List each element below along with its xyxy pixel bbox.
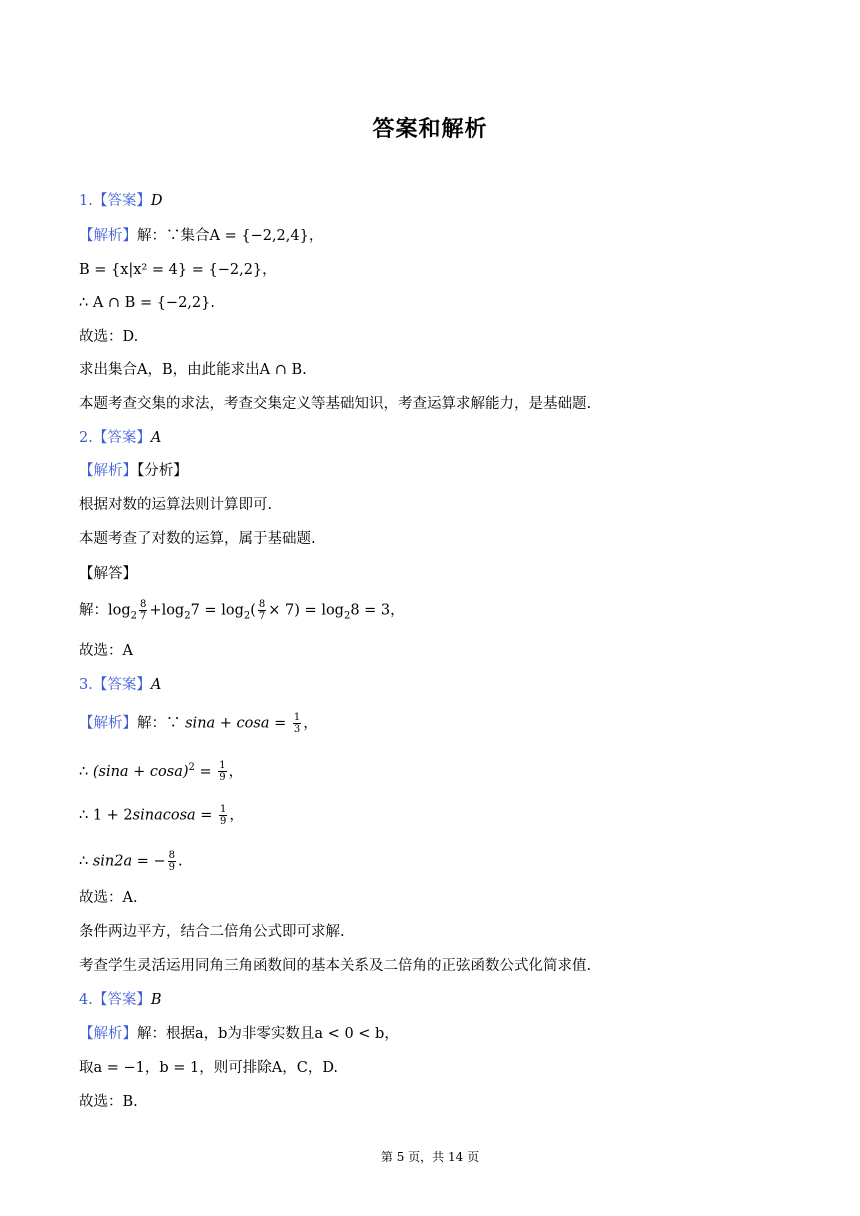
log-base: 2: [184, 610, 191, 622]
q3-l2-expr: (sina + cosa): [92, 763, 189, 780]
q2-text-line: 根据对数的运算法则计算即可.: [79, 497, 273, 513]
fraction: $\frac{8}{7}$: [258, 599, 266, 622]
q3-l2-suffix: ，: [228, 763, 244, 780]
q1-text-line: 本题考查交集的求法，考查交集定义等基础知识，考查运算求解能力，是基础题.: [79, 396, 592, 412]
times-seven: × 7): [268, 602, 300, 619]
result: 8 = 3，: [350, 602, 405, 619]
q3-text-line: 故选：A.: [79, 890, 138, 906]
q3-l3-expr: sinacosa: [132, 807, 196, 824]
q3-l3-suffix: ，: [229, 807, 244, 824]
q2-sub-tag: 【分析】: [137, 463, 188, 479]
q3-l3-prefix: ∴ 1 + 2: [79, 807, 133, 824]
fraction: $\frac{8}{9}$: [168, 850, 176, 873]
q3-analysis-line-2: [79, 758, 243, 783]
q4-answer: B: [150, 992, 162, 1008]
number: 7: [190, 602, 200, 619]
q1-answer-tag: 【答案】: [92, 193, 151, 209]
q4-text-line: 取a = −1，b = 1，则可排除A，C，D.: [79, 1060, 339, 1076]
q1-text-line: 故选：D.: [79, 329, 139, 345]
q1-text-line: B = {x|x² = 4} = {−2,2}，: [79, 262, 277, 278]
q3-l2-sup: 2: [188, 762, 195, 773]
q1-analysis-line: [79, 226, 323, 246]
q2-solution-prefix: 解：: [79, 602, 108, 619]
q3-l1-prefix: 解：∵: [137, 715, 186, 732]
equals-sign: =: [199, 602, 222, 619]
fraction: $\frac{8}{7}$: [140, 599, 147, 622]
equals-sign: = −: [132, 853, 166, 870]
q4-answer-tag: 【答案】: [92, 992, 151, 1008]
q3-analysis-line-1: [79, 712, 318, 735]
q2-answer-line: [79, 428, 161, 448]
equals-sign: =: [194, 763, 217, 780]
q2-number: 2.: [79, 430, 93, 446]
q4-analysis-line: [79, 1024, 399, 1044]
log-symbol: log: [221, 602, 244, 619]
q2-text-line: 本题考查了对数的运算，属于基础题.: [79, 531, 316, 547]
q3-answer-line: [79, 675, 161, 695]
q3-analysis-line-3: [79, 804, 244, 827]
q4-analysis-tag: 【解析】: [79, 1026, 137, 1042]
fraction: $\frac{1}{9}$: [219, 760, 226, 784]
q1-number: 1.: [79, 193, 93, 209]
open-paren: (: [250, 602, 256, 619]
q3-analysis-line-4: [79, 850, 183, 873]
q1-text-line: 解：∵集合A = {−2,2,4}，: [137, 228, 324, 244]
q3-l4-prefix: ∴: [79, 853, 93, 870]
q3-l4-suffix: .: [178, 853, 183, 870]
q2-choice: 故选：A: [79, 643, 133, 659]
q2-analysis-line: [79, 461, 188, 481]
q3-l1-suffix: ，: [303, 715, 318, 732]
log-symbol: log: [161, 602, 185, 619]
q2-analysis-tag: 【解析】: [79, 463, 137, 479]
page-title: 答案和解析: [372, 117, 488, 142]
log-symbol: log: [108, 602, 131, 619]
equals-sign: =: [195, 807, 218, 824]
q4-text-line: 解：根据a，b为非零实数且a < 0 < b，: [137, 1026, 399, 1042]
q1-analysis-tag: 【解析】: [79, 228, 137, 244]
log-base: 2: [343, 610, 351, 622]
q4-answer-line: [79, 990, 162, 1010]
page-footer: 第 5 页，共 14 页: [380, 1150, 480, 1164]
fraction: $\frac{1}{9}$: [220, 804, 227, 827]
q1-answer: D: [150, 193, 163, 209]
fraction: $\frac{1}{3}$: [293, 712, 301, 735]
q3-l2-prefix: ∴: [79, 763, 93, 780]
q3-l4-expr: sin2a: [92, 853, 133, 870]
q3-answer: A: [150, 677, 162, 693]
q4-number: 4.: [79, 992, 93, 1008]
q3-text-line: 考查学生灵活运用同角三角函数间的基本关系及二倍角的正弦函数公式化简求值.: [79, 958, 592, 974]
q2-solution-line: [79, 599, 405, 626]
equals-sign: =: [299, 602, 322, 619]
q3-answer-tag: 【答案】: [92, 677, 151, 693]
q1-text-line: ∴ A ∩ B = {−2,2}.: [79, 295, 215, 311]
log-base: 2: [243, 610, 251, 622]
q2-text-line: 【解答】: [79, 566, 137, 582]
q4-text-line: 故选：B.: [79, 1094, 138, 1110]
q3-number: 3.: [79, 677, 93, 693]
log-base: 2: [130, 610, 138, 622]
q2-answer: A: [150, 430, 162, 446]
q1-answer-line: [79, 191, 162, 211]
plus-sign: +: [149, 602, 162, 619]
q3-l1-expr: sina + cosa =: [185, 715, 291, 732]
q3-text-line: 条件两边平方，结合二倍角公式即可求解.: [79, 924, 345, 940]
log-symbol: log: [321, 602, 344, 619]
q3-analysis-tag: 【解析】: [79, 715, 137, 732]
q2-answer-tag: 【答案】: [92, 430, 151, 446]
q1-text-line: 求出集合A，B，由此能求出A ∩ B.: [79, 362, 307, 378]
